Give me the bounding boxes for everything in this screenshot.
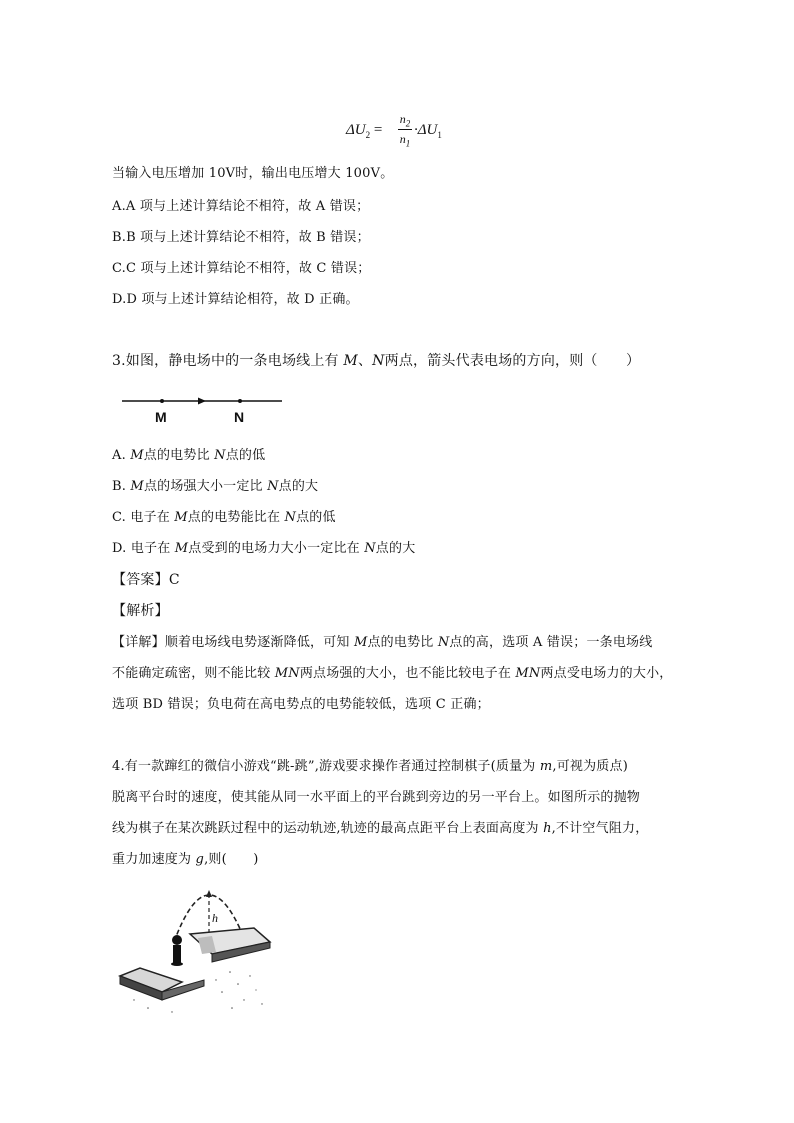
q3-opt-c-post: 点的电势能比在 [187, 510, 285, 525]
q3-detail-line-2 [112, 665, 672, 683]
q3-option-a [112, 447, 265, 465]
q3-stem-a: 3.如图，静电场中的一条电场线上有 [112, 353, 344, 369]
q3-stem [112, 352, 640, 370]
fraction-bar [398, 129, 412, 130]
chess-piece-body [173, 945, 181, 963]
q3-opt-b-post: 点的场强大小一定比 [143, 479, 268, 494]
q4-line-4 [112, 851, 259, 869]
q4-line-1a: 4.有一款蹿红的微信小游戏“跳-跳”,游戏要求操作者通过控制棋子(质量为 [112, 759, 540, 774]
label-n: N [234, 409, 245, 425]
height-label: h [212, 911, 218, 925]
q3-analysis-tag: 【解析】 [112, 603, 169, 619]
q3-opt-c-pre: C. 电子在 [112, 510, 175, 525]
answer-tag: 【答案】 [112, 572, 169, 588]
q3-opt-a-pre: A. [112, 448, 131, 463]
q3-option-c [112, 509, 336, 527]
formula-rhs-sub: 1 [437, 130, 442, 140]
height-arrow [206, 890, 212, 897]
formula-rhs-text: ·ΔU [414, 122, 438, 138]
detail-tag: 【详解】 [112, 635, 165, 650]
q3-option-d [112, 540, 415, 558]
formula-den-sub: 1 [405, 138, 411, 149]
prev-option-c: C.C 项与上述计算结论不相符，故 C 错误； [112, 261, 371, 276]
q4-var-h: h [543, 821, 552, 836]
q3-detail-1a: 顺着电场线电势逐渐降低，可知 [164, 635, 354, 650]
formula-rhs [414, 122, 442, 140]
formula-denominator [398, 132, 412, 148]
formula-eq: = [373, 122, 383, 138]
q4-var-m: m [539, 759, 553, 774]
q3-answer [112, 571, 180, 589]
q3-stem-sep: 、 [357, 353, 373, 369]
q4-line-2: 脱离平台时的速度，使其能从同一水平面上的平台跳到旁边的另一平台上。如图所示的抛物 [112, 790, 641, 805]
field-arrow [198, 398, 206, 405]
q3-detail-1-m: M [353, 635, 368, 650]
q3-option-b [112, 478, 318, 496]
q3-detail-2-mn-b: MN [515, 666, 541, 681]
q3-opt-c-m: M [174, 510, 188, 525]
q4-line-4b: ,则( ) [204, 852, 259, 867]
formula-lhs-text: ΔU [346, 122, 366, 138]
q3-opt-d-post: 点受到的电场力大小一定比在 [188, 541, 365, 556]
q3-opt-d-m: M [174, 541, 189, 556]
q3-opt-b-n: N [267, 479, 279, 494]
q4-line-3a: 线为棋子在某次跳跃过程中的运动轨迹,轨迹的最高点距平台上表面高度为 [112, 821, 544, 836]
q3-detail-2c: 两点受电场力的大小， [540, 666, 673, 681]
chess-piece-head [172, 935, 182, 945]
q3-stem-m: M [343, 353, 358, 369]
prev-option-a: A.A 项与上述计算结论不相符，故 A 错误； [112, 199, 370, 214]
formula-num-sub: 2 [405, 118, 411, 129]
label-m: M [155, 409, 167, 425]
point-n-dot [238, 399, 242, 403]
q3-opt-a-end: 点的低 [225, 448, 266, 463]
q4-line-4a: 重力加速度为 [112, 852, 196, 867]
q3-opt-c-end: 点的低 [296, 510, 336, 525]
q3-detail-2-mn-a: MN [274, 666, 300, 681]
voltage-ratio-formula [346, 112, 466, 152]
q3-opt-a-m: M [130, 448, 144, 463]
q3-opt-b-pre: B. [112, 479, 131, 494]
q3-detail-1b: 点的电势比 [367, 635, 438, 650]
prev-option-b: B.B 项与上述计算结论不相符，故 B 错误； [112, 230, 370, 245]
chess-piece-base [171, 962, 183, 966]
q3-opt-d-n: N [364, 541, 376, 556]
answer-value: C [168, 572, 180, 588]
formula-den-text: n [399, 132, 406, 146]
formula-numerator [398, 112, 412, 128]
q3-detail-line-1 [112, 634, 652, 652]
jump-game-figure [112, 880, 282, 1020]
q4-line-3b: ,不计空气阻力， [551, 821, 649, 836]
formula-lhs-sub: 2 [365, 130, 371, 140]
prev-option-d: D.D 项与上述计算结论相符，故 D 正确。 [112, 292, 359, 307]
q3-opt-a-post: 点的电势比 [143, 448, 215, 463]
prev-conclusion: 当输入电压增加 10V时，输出电压增大 100V。 [112, 166, 394, 181]
q3-opt-c-n: N [284, 510, 297, 525]
q3-opt-a-n: N [214, 448, 226, 463]
q3-opt-b-m: M [130, 479, 144, 494]
q4-line-1b: ,可视为质点) [552, 759, 628, 774]
field-line-figure [120, 390, 290, 426]
formula-num-text: n [399, 112, 406, 126]
q4-line-1 [112, 758, 628, 776]
point-m-dot [160, 399, 164, 403]
q3-detail-1-n: N [437, 635, 450, 650]
q3-detail-line-3: 选项 BD 错误；负电荷在高电势点的电势能较低，选项 C 正确； [112, 697, 490, 712]
q3-detail-2b: 两点场强的大小，也不能比较电子在 [299, 666, 516, 681]
q4-var-g: g [195, 852, 205, 867]
q3-detail-2a: 不能确定疏密，则不能比较 [112, 666, 275, 681]
q3-opt-d-pre: D. 电子在 [112, 541, 175, 556]
q4-line-3 [112, 820, 648, 838]
formula-lhs [346, 122, 382, 140]
q3-opt-b-end: 点的大 [278, 479, 319, 494]
q3-stem-b: 两点，箭头代表电场的方向，则（ ） [384, 353, 641, 369]
q3-opt-d-end: 点的大 [375, 541, 416, 556]
q3-stem-n: N [372, 353, 385, 369]
q3-detail-1c: 点的高，选项 A 错误；一条电场线 [449, 635, 653, 650]
